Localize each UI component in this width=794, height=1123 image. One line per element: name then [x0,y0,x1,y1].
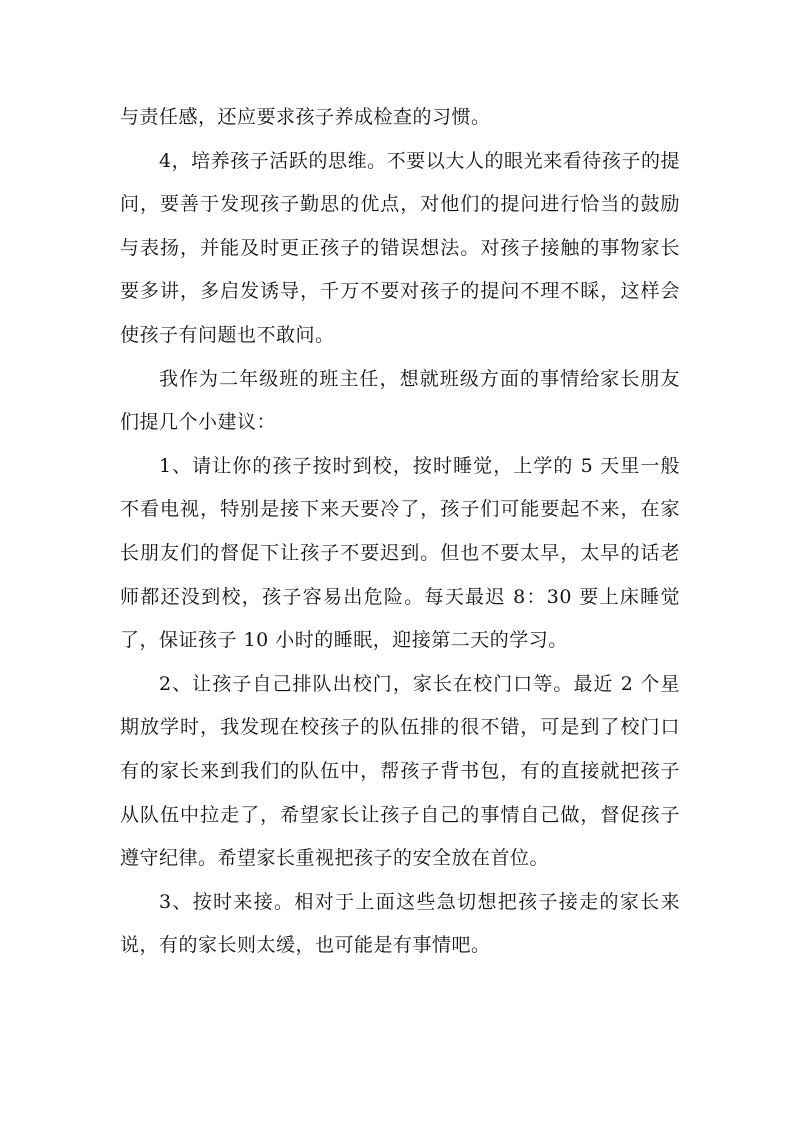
paragraph-suggestion-2: 2、让孩子自己排队出校门，家长在校门口等。最近 2 个星期放学时，我发现在校孩子的队伍排的很不错，可是到了校门口有的家长来到我们的队伍中，帮孩子背书包，有的直接就把孩子从队伍中拉走了，希望家长让孩子自己的事情自己做，督促孩子遵守纪律。希望家长重视把孩子的安全放在首位。 [120,672,680,870]
paragraph-intro: 我作为二年级班的班主任，想就班级方面的事情给家长朋友们提几个小建议： [120,367,680,434]
paragraph-continuation: 与责任感，还应要求孩子养成检查的习惯。 [120,106,491,128]
paragraph-suggestion-1: 1、请让你的孩子按时到校，按时睡觉，上学的 5 天里一般不看电视，特别是接下来天要冷了，孩子们可能要起不来，在家长朋友们的督促下让孩子不要迟到。但也不要太早，太早的话老师都还没到校，孩子容易出危险。每天最迟 8：30 要上床睡觉了，保证孩子 10 小时的睡眠，迎接第二天的学习。 [120,454,680,652]
paragraph-item-4: 4，培养孩子活跃的思维。不要以大人的眼光来看待孩子的提问，要善于发现孩子勤思的优点，对他们的提问进行恰当的鼓励与表扬，并能及时更正孩子的错误想法。对孩子接触的事物家长要多讲，多启发诱导，千万不要对孩子的提问不理不睬，这样会使孩子有问题也不敢问。 [120,149,680,346]
paragraph-suggestion-3: 3、按时来接。相对于上面这些急切想把孩子接走的家长来说，有的家长则太缓，也可能是有事情吧。 [120,890,680,957]
document-body [120,96,680,968]
